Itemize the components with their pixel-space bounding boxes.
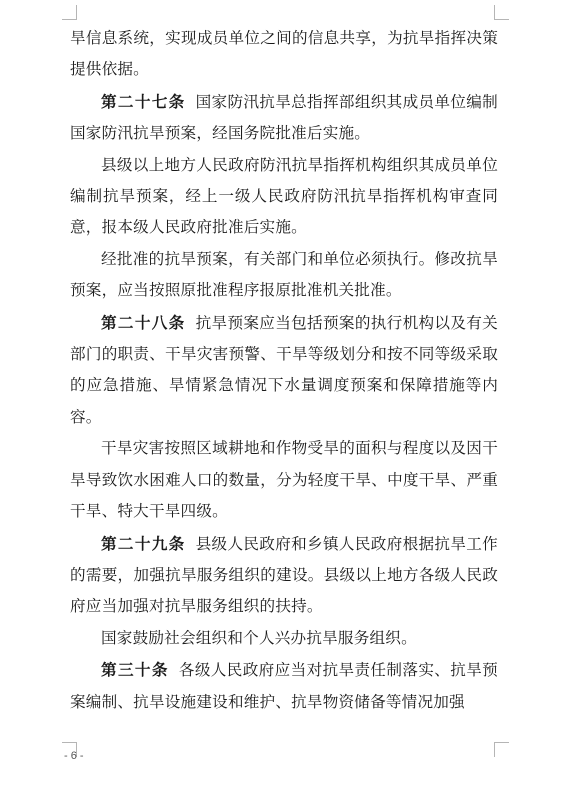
page-number: - 6 - bbox=[64, 750, 84, 762]
paragraph bbox=[70, 654, 498, 718]
paragraph-text: 干旱灾害按照区域耕地和作物受旱的面积与程度以及因干旱导致饮水困难人口的数量，分为轻度干旱、中度干旱、严重干旱、特大干旱四级。 bbox=[70, 439, 498, 521]
article-number: 第二十八条 bbox=[101, 312, 186, 332]
paragraph bbox=[70, 307, 498, 434]
paragraph bbox=[70, 23, 498, 86]
article-number: 第二十九条 bbox=[101, 533, 186, 553]
paragraph bbox=[70, 623, 498, 654]
paragraph bbox=[70, 244, 498, 307]
crop-mark-top-right bbox=[494, 5, 509, 20]
document-body bbox=[70, 23, 498, 718]
paragraph-text: 县级人民政府和乡镇人民政府根据抗旱工作的需要，加强抗旱服务组织的建设。县级以上地方各级人民政府应当加强对抗旱服务组织的扶持。 bbox=[70, 534, 498, 616]
crop-mark-bottom-right bbox=[494, 742, 509, 757]
paragraph-text: 国家防汛抗旱总指挥部组织其成员单位编制国家防汛抗旱预案，经国务院批准后实施。 bbox=[70, 92, 498, 143]
paragraph-text: 各级人民政府应当对抗旱责任制落实、抗旱预案编制、抗旱设施建设和维护、抗旱物资储备等情况加强 bbox=[70, 661, 498, 711]
article-number: 第三十条 bbox=[101, 660, 169, 680]
paragraph-text: 旱信息系统，实现成员单位之间的信息共享，为抗旱指挥决策提供依据。 bbox=[70, 29, 498, 79]
paragraph bbox=[70, 150, 498, 244]
crop-mark-top-left bbox=[62, 5, 77, 20]
paragraph bbox=[70, 528, 498, 623]
article-number: 第二十七条 bbox=[101, 91, 186, 111]
paragraph bbox=[70, 433, 498, 527]
paragraph-text: 抗旱预案应当包括预案的执行机构以及有关部门的职责、干旱灾害预警、干旱等级划分和按不同等级采取的应急措施、旱情紧急情况下水量调度预案和保障措施等内容。 bbox=[70, 313, 498, 426]
paragraph bbox=[70, 86, 498, 150]
paragraph-text: 经批准的抗旱预案，有关部门和单位必须执行。修改抗旱预案，应当按照原批准程序报原批准机关批准。 bbox=[70, 249, 498, 300]
paragraph-text: 国家鼓励社会组织和个人兴办抗旱服务组织。 bbox=[101, 628, 417, 647]
paragraph-text: 县级以上地方人民政府防汛抗旱指挥机构组织其成员单位编制抗旱预案，经上一级人民政府防汛抗旱指挥机构审查同意，报本级人民政府批准后实施。 bbox=[70, 155, 498, 237]
